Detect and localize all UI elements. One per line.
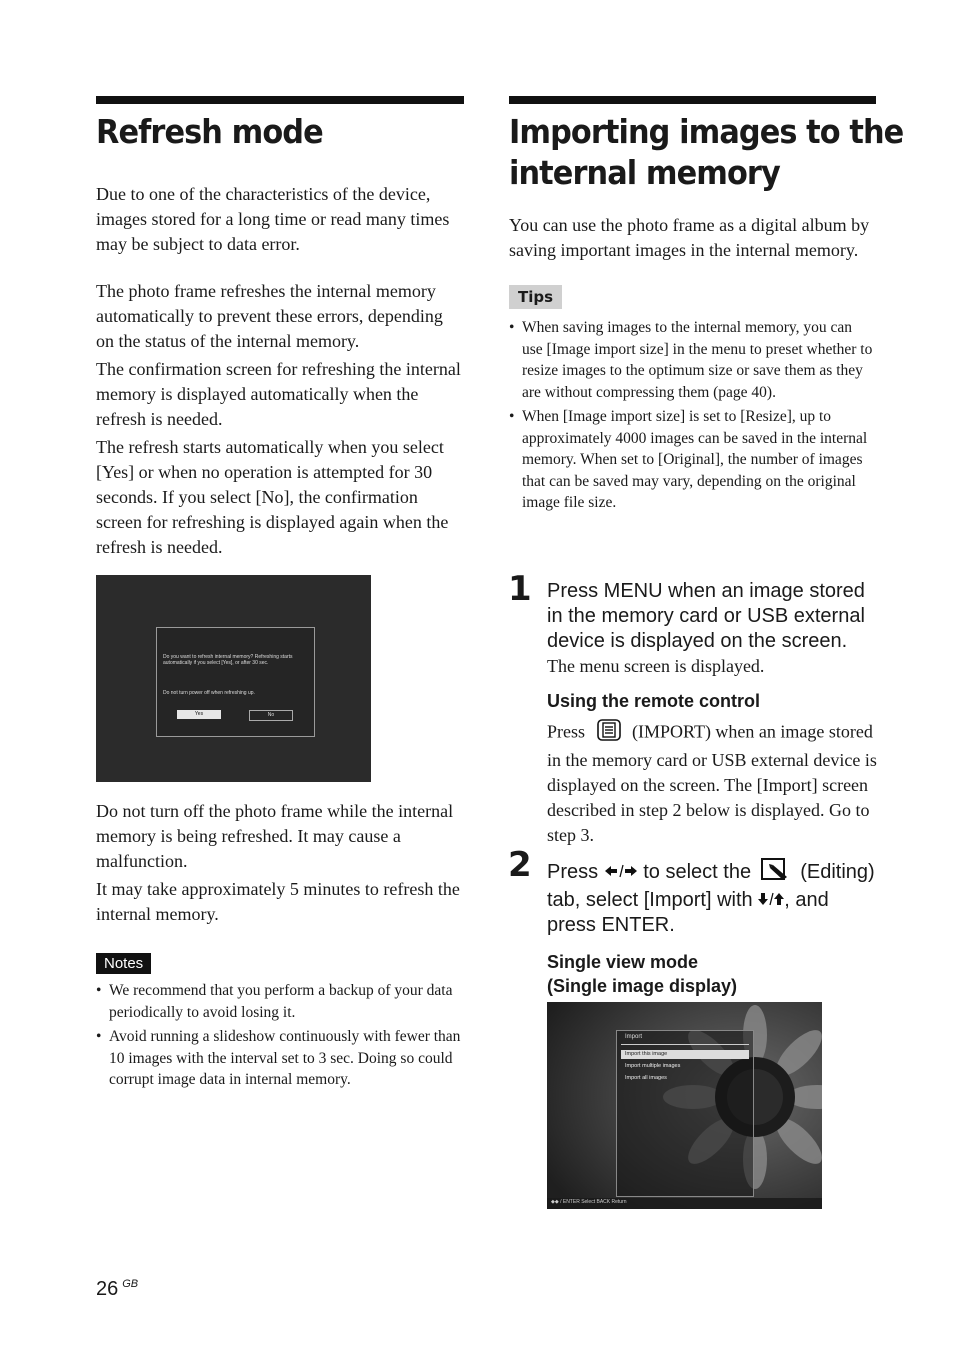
import-menu-screenshot bbox=[547, 1002, 822, 1209]
import-intro: You can use the photo frame as a digital album by saving important images in the internal memory. bbox=[509, 215, 870, 260]
refresh-confirm-screenshot bbox=[96, 575, 371, 782]
step-1-text: Press MENU when an image stored in the memory card or USB external device is displayed on the screen. bbox=[547, 580, 865, 652]
step-1-sub: The menu screen is displayed. bbox=[547, 656, 765, 676]
section-title-refresh: Refresh mode bbox=[96, 112, 323, 151]
import-menu-panel bbox=[616, 1030, 754, 1197]
step-2-text: Press to select the (Editing) tab, select [Import] with , and press ENTER. bbox=[547, 857, 877, 938]
paragraph-6: It may take approximately 5 minutes to refresh the internal memory. bbox=[96, 879, 460, 924]
page-number: 26 bbox=[96, 1278, 119, 1300]
left-after bbox=[96, 799, 464, 1094]
notes-list bbox=[96, 980, 464, 1091]
paragraph-4: The refresh starts automatically when you select [Yes] or when no operation is attempted for 30 seconds. If you select [No], the confirmation screen for refreshing is displayed again when the refresh is needed. bbox=[96, 437, 449, 557]
tips-list bbox=[509, 317, 876, 514]
note-item: • We recommend that you perform a backup of your data periodically to avoid losing it. bbox=[96, 980, 464, 1023]
left-column bbox=[96, 96, 464, 560]
paragraph-3: The confirmation screen for refreshing the internal memory is displayed automatically when the refresh is needed. bbox=[96, 359, 461, 429]
menu-item-import-multiple[interactable]: Import multiple images bbox=[625, 1063, 681, 1069]
note-item: • Avoid running a slideshow continuously with fewer than 10 images with the interval set to 3 sec. Doing so could corrupt image data in internal memory. bbox=[96, 1026, 464, 1091]
section-title-import: Importing images to the internal memory bbox=[509, 112, 904, 192]
dialog-message: Do you want to refresh internal memory? Refreshing starts automatically if you select [Yes], or after 30 sec. bbox=[163, 654, 293, 666]
refresh-dialog bbox=[156, 627, 315, 737]
menu-guide-bar: ◆◆ / ENTER Select BACK Return bbox=[551, 1199, 627, 1205]
right-column bbox=[509, 96, 904, 517]
paragraph-2: The photo frame refreshes the internal memory automatically to prevent these errors, depending on the status of the internal memory. bbox=[96, 281, 443, 351]
paragraph-1: Due to one of the characteristics of the device, images stored for a long time or read many times may be subject to data error. bbox=[96, 184, 450, 254]
title-rule bbox=[509, 96, 876, 104]
tip-item: • When saving images to the internal memory, you can use [Image import size] in the menu to preset whether to resize images to the optimum size or save them as they are without compressing them (page 40). bbox=[509, 317, 876, 403]
dialog-yes-button[interactable]: Yes bbox=[177, 710, 221, 719]
dialog-warning: Do not turn power off when refreshing up. bbox=[163, 690, 255, 696]
import-icon bbox=[596, 719, 622, 748]
single-view-heading: Single view mode (Single image display) bbox=[547, 952, 738, 997]
left-right-arrows-icon bbox=[604, 860, 638, 885]
notes-label: Notes bbox=[96, 953, 151, 974]
page-footer bbox=[96, 1278, 138, 1301]
step-2-number: 2 bbox=[508, 845, 532, 885]
up-down-arrows-icon bbox=[758, 888, 784, 913]
tip-item: • When [Image import size] is set to [Resize], up to approximately 4000 images can be saved in the internal memory. When set to [Original], the number of images that can be saved may vary, depending on the original image file size. bbox=[509, 406, 876, 514]
step-2 bbox=[547, 857, 877, 998]
paragraph-5: Do not turn off the photo frame while the internal memory is being refreshed. It may cause a malfunction. bbox=[96, 801, 454, 871]
step-1 bbox=[547, 579, 877, 848]
remote-heading: Using the remote control bbox=[547, 691, 761, 711]
dialog-no-button[interactable]: No bbox=[249, 710, 293, 721]
step-1-number: 1 bbox=[508, 569, 532, 609]
editing-tab-icon bbox=[761, 857, 791, 888]
menu-item-import-all[interactable]: Import all images bbox=[625, 1075, 667, 1081]
tips-label: Tips bbox=[509, 285, 562, 309]
import-menu-title: Import bbox=[625, 1034, 643, 1040]
remote-text: Press (IMPORT) when an image stored in the memory card or USB external device is displayed on the screen. The [Import] screen described in step 2 below is displayed. Go to step 3. bbox=[547, 719, 877, 848]
region-code: GB bbox=[122, 1278, 139, 1291]
menu-item-import-this[interactable]: Import this image bbox=[621, 1050, 749, 1059]
title-rule bbox=[96, 96, 464, 104]
